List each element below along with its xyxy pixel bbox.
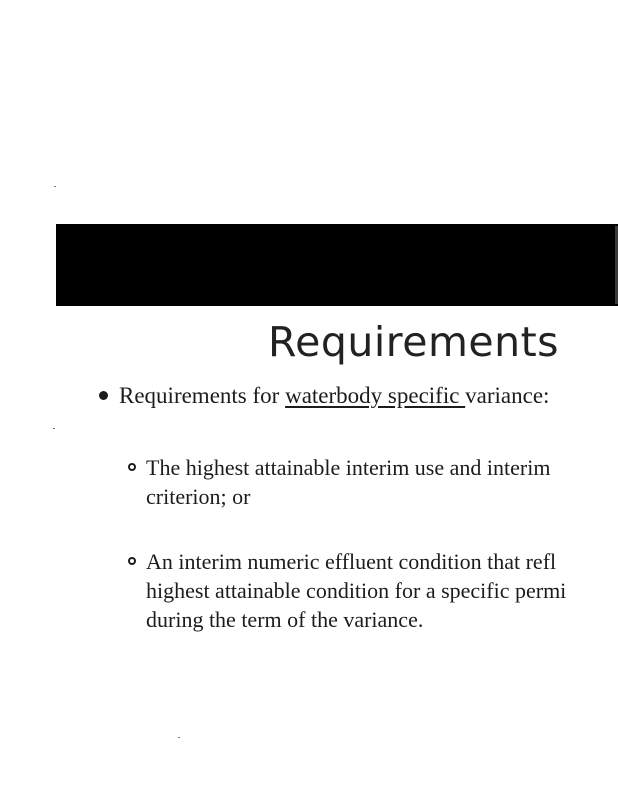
sub-bullet-1-line-2: criterion; or (146, 484, 251, 509)
title-banner (56, 224, 618, 306)
sub-bullet-2-line-2: highest attainable condition for a specific permi (146, 578, 567, 603)
bullet-icon (99, 391, 108, 400)
sub-bullet-icon (128, 557, 136, 565)
slide-title-text: Requirements (268, 318, 560, 366)
sub-bullet-1-line-1: The highest attainable interim use and interim (146, 455, 551, 480)
scan-speck (54, 186, 56, 187)
main-bullet (119, 381, 549, 410)
sub-bullet-2-line-3: during the term of the variance. (146, 607, 424, 632)
sub-bullet-2-line-1: An interim numeric effluent condition that refl (146, 549, 557, 574)
main-bullet-underlined: waterbody specific (285, 383, 466, 408)
scan-speck (53, 428, 55, 429)
scan-speck (178, 737, 180, 738)
main-bullet-prefix: Requirements for (119, 383, 286, 408)
main-bullet-suffix: variance: (465, 383, 550, 408)
slide-title (0, 318, 618, 366)
sub-bullet-icon (128, 463, 136, 471)
